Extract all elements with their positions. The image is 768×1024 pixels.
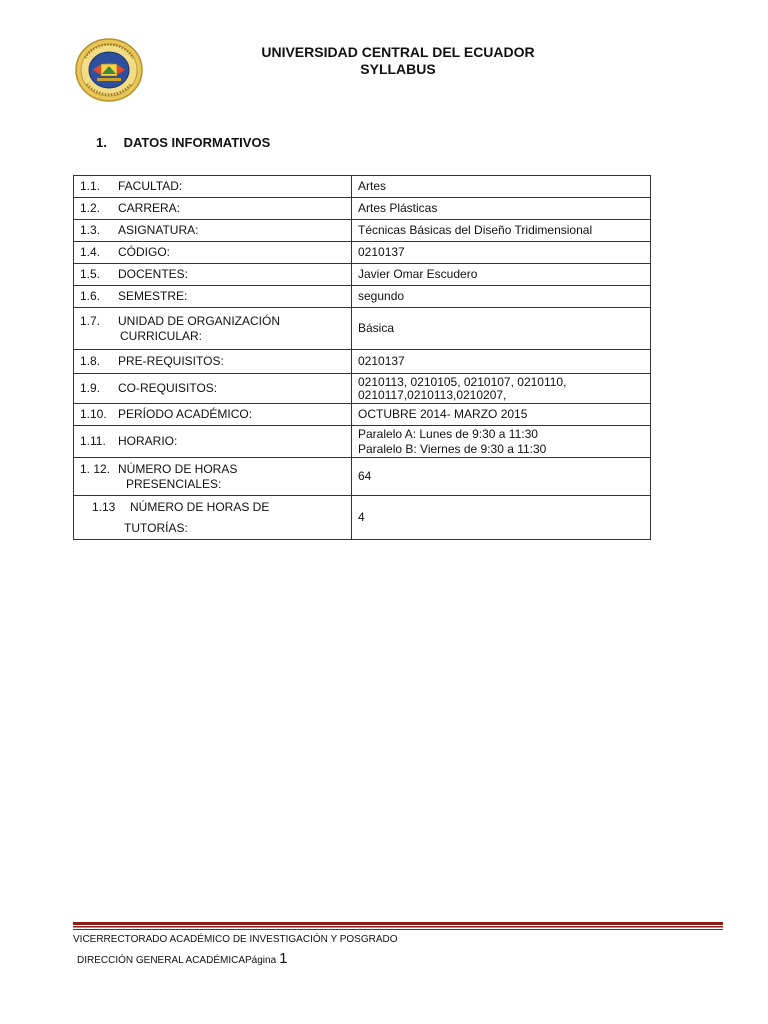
row-label-cell (74, 308, 352, 350)
row-label: PRE-REQUISITOS: (118, 354, 224, 368)
table-row (74, 426, 651, 458)
row-number: 1.4. (80, 245, 101, 259)
table-row (74, 496, 651, 540)
row-number: 1.10. (80, 407, 107, 421)
table-row (74, 458, 651, 496)
row-value: 0210137 (352, 350, 651, 374)
row-number: 1.5. (80, 267, 101, 281)
row-label-cell (74, 242, 352, 264)
row-value: 0210113, 0210105, 0210107, 0210110, (358, 374, 567, 389)
row-label-continued: PRESENCIALES: (126, 476, 222, 491)
row-label-cell (74, 264, 352, 286)
university-seal-logo (75, 38, 143, 102)
table-row (74, 242, 651, 264)
row-value: Paralelo A: Lunes de 9:30 a 11:30 (358, 426, 538, 441)
row-number: 1.13 (92, 499, 116, 514)
table-row (74, 220, 651, 242)
row-number: 1.1. (80, 179, 101, 193)
table-row (74, 264, 651, 286)
row-label: NÚMERO DE HORAS DE (130, 499, 270, 514)
footer-page-label: Página (245, 955, 277, 966)
row-value-cell (352, 374, 651, 404)
row-number: 1.2. (80, 201, 101, 215)
row-number: 1.6. (80, 289, 101, 303)
row-number: 1.11. (80, 434, 106, 448)
row-label-cell (74, 496, 352, 540)
row-label-cell (74, 404, 352, 426)
row-label: NÚMERO DE HORAS (118, 461, 238, 476)
row-label-cell (74, 426, 352, 458)
row-value-cell (352, 426, 651, 458)
row-label-cell (74, 286, 352, 308)
row-label-cell (74, 176, 352, 198)
table-row (74, 176, 651, 198)
row-number: 1.8. (80, 354, 101, 368)
row-label-cell (74, 374, 352, 404)
row-label: HORARIO: (118, 434, 178, 448)
row-value: 4 (352, 496, 651, 540)
footer-directorate (77, 950, 287, 967)
footer-rule (73, 922, 723, 932)
document-header (180, 44, 616, 78)
row-value-continued: Paralelo B: Viernes de 9:30 a 11:30 (358, 441, 547, 456)
row-value-continued: 0210117,0210113,0210207, (358, 387, 507, 402)
table-row (74, 286, 651, 308)
row-value: Técnicas Básicas del Diseño Tridimensional (352, 220, 651, 242)
footer-directorate-name: DIRECCIÓN GENERAL ACADÉMICA (77, 955, 245, 966)
section-number: 1. (96, 135, 107, 150)
row-label-continued: TUTORÍAS: (124, 520, 188, 535)
row-label: PERÍODO ACADÉMICO: (118, 407, 253, 421)
row-label-cell (74, 198, 352, 220)
document-subtitle: SYLLABUS (360, 61, 436, 77)
row-label: SEMESTRE: (118, 289, 188, 303)
table-row (74, 350, 651, 374)
row-number: 1.9. (80, 381, 101, 395)
page-number: 1 (279, 950, 288, 967)
row-number: 1.3. (80, 223, 101, 237)
table-row (74, 374, 651, 404)
table-row (74, 308, 651, 350)
informative-data-table (73, 175, 651, 540)
row-label: CARRERA: (118, 201, 181, 215)
row-value: 64 (352, 458, 651, 496)
row-label-cell (74, 220, 352, 242)
row-label: CO-REQUISITOS: (118, 381, 218, 395)
table-row (74, 404, 651, 426)
row-value: Javier Omar Escudero (352, 264, 651, 286)
row-value: 0210137 (352, 242, 651, 264)
row-value: Artes Plásticas (352, 198, 651, 220)
section-title (96, 135, 270, 150)
row-label: UNIDAD DE ORGANIZACIÓN (118, 313, 281, 328)
row-label-continued: CURRICULAR: (120, 328, 203, 343)
row-label: FACULTAD: (118, 179, 183, 193)
row-value: OCTUBRE 2014- MARZO 2015 (352, 404, 651, 426)
row-value: Artes (352, 176, 651, 198)
row-label: ASIGNATURA: (118, 223, 199, 237)
row-label: CÓDIGO: (118, 245, 171, 259)
university-name: UNIVERSIDAD CENTRAL DEL ECUADOR (261, 44, 535, 60)
row-number: 1. 12. (80, 461, 111, 476)
row-label-cell (74, 350, 352, 374)
row-label-cell (74, 458, 352, 496)
footer-office: VICERRECTORADO ACADÉMICO DE INVESTIGACIÓN Y POSGRADO (73, 934, 398, 945)
table-row (74, 198, 651, 220)
row-label: DOCENTES: (118, 267, 189, 281)
section-title-text: DATOS INFORMATIVOS (123, 135, 271, 150)
row-value: Básica (352, 308, 651, 350)
row-number: 1.7. (80, 313, 101, 328)
row-value: segundo (352, 286, 651, 308)
